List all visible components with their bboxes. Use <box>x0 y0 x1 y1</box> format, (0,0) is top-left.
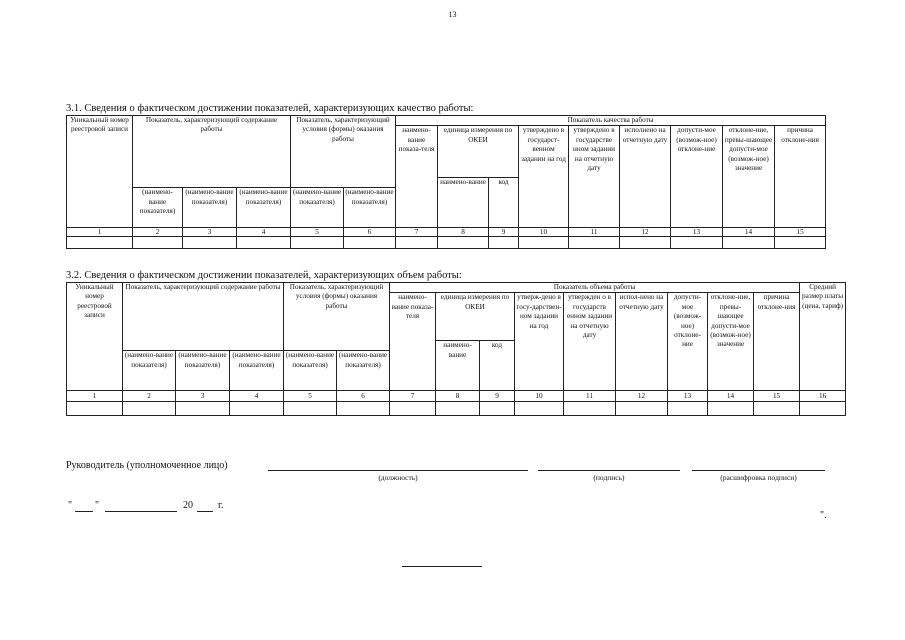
subheader-content-1: (наимено-вание показателя) <box>123 351 176 391</box>
signature-caption: (подпись) <box>593 473 625 482</box>
header-allowed-deviation: допусти-мое (возмож-ное) отклоне-ние <box>668 293 708 391</box>
header-deviation-reason: причина отклоне-ния <box>754 293 800 391</box>
table-row <box>67 237 826 249</box>
table-cell[interactable] <box>133 237 183 249</box>
column-number: 7 <box>390 391 436 402</box>
subheader-conditions-1: (наимено-вание показателя) <box>291 188 344 228</box>
column-number: 4 <box>237 228 291 237</box>
table-cell[interactable] <box>438 237 489 249</box>
header-approved-year: утверждено в государст-венном задании на год <box>519 126 569 228</box>
header-approved-year: утверж-дено в госу-дарствен-ном задании на год <box>515 293 564 391</box>
table-cell[interactable] <box>344 237 396 249</box>
column-number: 13 <box>668 391 708 402</box>
table-cell[interactable] <box>237 237 291 249</box>
header-unit: единица измерения по ОКЕИ <box>436 293 515 341</box>
header-unit: единица измерения по ОКЕИ <box>438 126 519 178</box>
header-content-indicator: Показатель, характеризующий содержание работы <box>123 283 284 351</box>
column-number: 9 <box>489 228 519 237</box>
header-unique-number: Уникальный номер реестровой записи <box>67 116 133 228</box>
date-quote-open: " <box>68 500 73 511</box>
column-number: 5 <box>291 228 344 237</box>
column-number: 14 <box>708 391 754 402</box>
header-excess-deviation: отклоне-ние, превы-шающее допусти-мое (возмож-ное) значение <box>708 293 754 391</box>
table-cell[interactable] <box>123 402 176 416</box>
subheader-conditions-1: (наимено-вание показателя) <box>284 351 337 391</box>
decode-caption: (расшифровка подписи) <box>720 473 797 482</box>
table-cell[interactable] <box>515 402 564 416</box>
table-cell[interactable] <box>620 237 671 249</box>
table-cell[interactable] <box>230 402 284 416</box>
table-cell[interactable] <box>480 402 515 416</box>
column-number: 8 <box>438 228 489 237</box>
column-number: 2 <box>123 391 176 402</box>
column-number: 16 <box>800 391 846 402</box>
year-prefix: 20 <box>183 500 193 511</box>
column-number: 15 <box>775 228 826 237</box>
column-number: 12 <box>616 391 668 402</box>
column-numbers-row <box>67 391 846 402</box>
header-conditions-indicator: Показатель, характеризующий условия (формы) оказания работы <box>291 116 396 188</box>
table-cell[interactable] <box>390 402 436 416</box>
column-number: 6 <box>344 228 396 237</box>
header-unit-code: код <box>489 178 519 228</box>
header-fulfilled: исполнено на отчетную дату <box>620 126 671 228</box>
table-cell[interactable] <box>436 402 480 416</box>
header-deviation-reason: причина отклоне-ния <box>775 126 826 228</box>
header-average-fee: Средний размер платы (цена, тариф) <box>800 283 846 391</box>
header-unique-number: Уникальный номер реестровой записи <box>67 283 123 391</box>
table-cell[interactable] <box>723 237 775 249</box>
header-approved-date: утвержден о в государств енном задании на отчетную дату <box>564 293 616 391</box>
month-field[interactable] <box>105 511 177 512</box>
column-number: 4 <box>230 391 284 402</box>
header-volume-indicator: Показатель объема работы <box>390 283 800 293</box>
date-quote-close: " <box>95 500 100 511</box>
position-caption: (должность) <box>378 473 418 482</box>
column-number: 5 <box>284 391 337 402</box>
table-cell[interactable] <box>489 237 519 249</box>
table-cell[interactable] <box>616 402 668 416</box>
header-unit-code: код <box>480 341 515 391</box>
page-number: 13 <box>448 10 457 19</box>
column-number: 15 <box>754 391 800 402</box>
header-unit-name: наимено-вание <box>438 178 489 228</box>
subheader-content-2: (наимено-вание показателя) <box>176 351 230 391</box>
table-cell[interactable] <box>67 237 133 249</box>
column-number: 2 <box>133 228 183 237</box>
column-number: 13 <box>671 228 723 237</box>
subheader-content-3: (наимено-вание показателя) <box>237 188 291 228</box>
column-number: 12 <box>620 228 671 237</box>
header-fulfilled: испол-нено на отчетную дату <box>616 293 668 391</box>
position-line[interactable] <box>268 470 528 471</box>
year-field[interactable] <box>197 511 213 512</box>
table-cell[interactable] <box>708 402 754 416</box>
header-indicator-name: наимено-вание показа-теля <box>390 293 436 391</box>
section2-caption: 3.2. Сведения о фактическом достижении показателей, характеризующих объем работы: <box>66 270 462 281</box>
table-cell[interactable] <box>800 402 846 416</box>
header-approved-date: утверждено в государстве нном задании на отчетную дату <box>569 126 620 228</box>
column-number: 11 <box>569 228 620 237</box>
table-cell[interactable] <box>671 237 723 249</box>
closing-quote: ". <box>820 510 827 521</box>
table-row <box>67 402 846 416</box>
table-cell[interactable] <box>291 237 344 249</box>
subheader-content-3: (наимено-вание показателя) <box>230 351 284 391</box>
table-cell[interactable] <box>564 402 616 416</box>
table-cell[interactable] <box>519 237 569 249</box>
table-cell[interactable] <box>67 402 123 416</box>
table-cell[interactable] <box>337 402 390 416</box>
column-number: 10 <box>519 228 569 237</box>
subheader-conditions-2: (наимено-вание показателя) <box>337 351 390 391</box>
column-number: 1 <box>67 228 133 237</box>
table-cell[interactable] <box>176 402 230 416</box>
header-content-indicator: Показатель, характеризующий содержание работы <box>133 116 291 188</box>
subheader-content-1: (наимено-вание показателя) <box>133 188 183 228</box>
decode-line[interactable] <box>692 470 825 471</box>
table-cell[interactable] <box>754 402 800 416</box>
column-numbers-row <box>67 228 826 237</box>
signature-label: Руководитель (уполномоченное лицо) <box>66 460 228 471</box>
table-cell[interactable] <box>396 237 438 249</box>
section1-caption: 3.1. Сведения о фактическом достижении показателей, характеризующих качество работы: <box>66 103 474 114</box>
header-conditions-indicator: Показатель, характеризующий условия (формы) оказания работы <box>284 283 390 351</box>
column-number: 10 <box>515 391 564 402</box>
column-number: 3 <box>183 228 237 237</box>
table-cell[interactable] <box>569 237 620 249</box>
subheader-conditions-2: (наимено-вание показателя) <box>344 188 396 228</box>
day-field[interactable] <box>75 511 93 512</box>
header-allowed-deviation: допусти-мое (возмож-ное) отклоне-ние <box>671 126 723 228</box>
footer-divider <box>402 566 482 567</box>
quality-table <box>66 115 826 249</box>
header-indicator-name: наимено-вание показа-теля <box>396 126 438 228</box>
column-number: 1 <box>67 391 123 402</box>
column-number: 3 <box>176 391 230 402</box>
column-number: 11 <box>564 391 616 402</box>
year-suffix: г. <box>218 500 224 511</box>
signature-line[interactable] <box>538 470 680 471</box>
table-cell[interactable] <box>775 237 826 249</box>
column-number: 6 <box>337 391 390 402</box>
subheader-content-2: (наимено-вание показателя) <box>183 188 237 228</box>
volume-table <box>66 282 846 416</box>
table-cell[interactable] <box>284 402 337 416</box>
column-number: 7 <box>396 228 438 237</box>
column-number: 14 <box>723 228 775 237</box>
header-excess-deviation: отклоне-ние, превы-шающее допусти-мое (возмож-ное) значение <box>723 126 775 228</box>
table-cell[interactable] <box>183 237 237 249</box>
table-cell[interactable] <box>668 402 708 416</box>
header-unit-name: наимено-вание <box>436 341 480 391</box>
column-number: 8 <box>436 391 480 402</box>
header-quality-indicator: Показатель качества работы <box>396 116 826 126</box>
column-number: 9 <box>480 391 515 402</box>
